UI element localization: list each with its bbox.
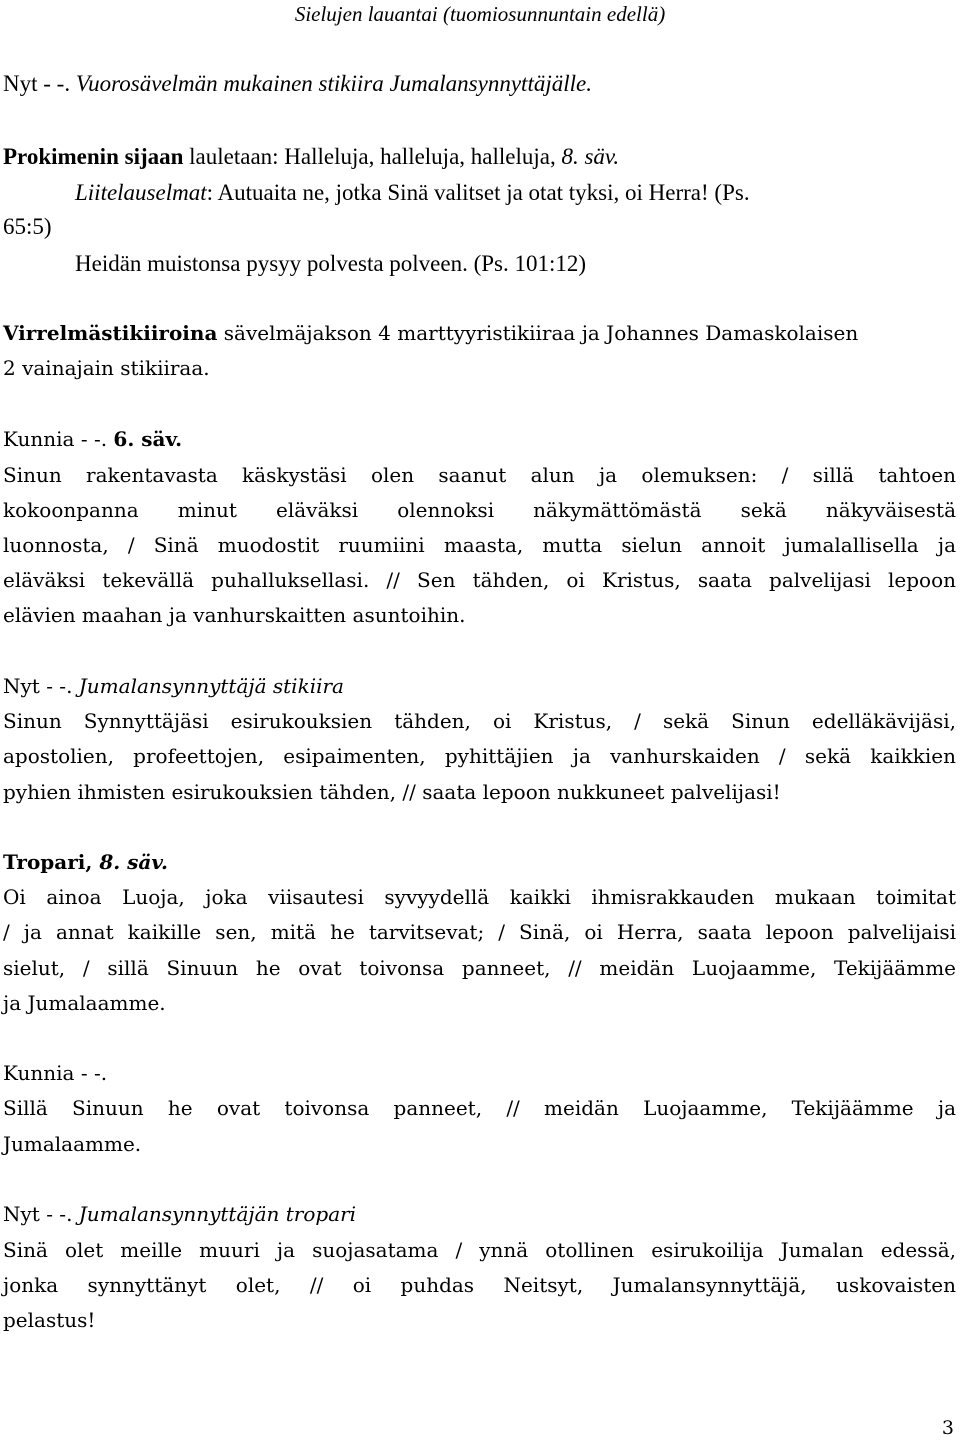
nyt3-text-line: pelastus! xyxy=(3,1308,96,1332)
nyt-text-line: pyhien ihmisten esirukouksien tähden, // saata lepoon nukkuneet palvelijasi! xyxy=(3,780,781,804)
virrelma-heading: Virrelmästikiiroina xyxy=(3,321,218,345)
nyt-heading-3 xyxy=(3,1199,956,1229)
kunnia-lead: Kunnia - -. xyxy=(3,427,114,451)
nyt-title: Vuorosävelmän mukainen stikiira Jumalansynnyttäjälle. xyxy=(75,71,592,96)
tropari-label: Tropari, xyxy=(3,850,100,874)
virrelma-line-2: 2 vainajain stikiiraa. xyxy=(3,356,210,380)
prokimeni-text: lauletaan: Halleluja, halleluja, halleluja, xyxy=(183,144,562,169)
prokimeni-tone: 8. säv. xyxy=(561,144,620,169)
kunnia-text-line: eläväksi tekevällä puhalluksellasi. // Sen tähden, oi Kristus, saata palvelijasi lepoon xyxy=(3,568,956,592)
nyt-text-line: Sinun Synnyttäjäsi esirukouksien tähden, oi Kristus, / sekä Sinun edelläkävijäsi, xyxy=(3,709,956,733)
tropari-text-line: ja Jumalaamme. xyxy=(3,991,166,1015)
nyt-title: Jumalansynnyttäjä stikiira xyxy=(78,674,344,698)
kunnia-heading-2: Kunnia - -. xyxy=(3,1061,108,1085)
verse-line-1-cont: 65:5) xyxy=(3,214,52,239)
nyt-lead: Nyt - -. xyxy=(3,1202,79,1226)
verse-1-text: : Autuaita ne, jotka Sinä valitset ja otat tyksi, oi Herra! (Ps. xyxy=(206,180,750,205)
tropari-text-line: / ja annat kaikille sen, mitä he tarvitsevat; / Sinä, oi Herra, saata lepoon palvelijaisi xyxy=(3,920,956,944)
prokimeni-line xyxy=(3,142,956,172)
tropari-tone: 8. säv. xyxy=(99,850,168,874)
verse-label: Liitelauselmat xyxy=(75,180,207,205)
kunnia-heading-1 xyxy=(3,424,956,454)
nyt3-text-line: jonka synnyttänyt olet, // oi puhdas Neitsyt, Jumalansynnyttäjä, uskovaisten xyxy=(3,1273,956,1297)
kunnia-tone: 6. säv. xyxy=(113,427,183,451)
kunnia-text-line: luonnosta, / Sinä muodostit ruumiini maasta, mutta sielun annoit jumalallisella ja xyxy=(3,533,956,557)
nyt-text-line: apostolien, profeettojen, esipaimenten, pyhittäjien ja vanhurskaiden / sekä kaikkien xyxy=(3,744,956,768)
tropari-text-line: sielut, / sillä Sinuun he ovat toivonsa panneet, // meidän Luojaamme, Tekijäämme xyxy=(3,956,956,980)
kunnia-text-line: Sinun rakentavasta käskystäsi olen saanut alun ja olemuksen: / sillä tahtoen xyxy=(3,463,956,487)
kunnia-text-line: elävien maahan ja vanhurskaitten asuntoihin. xyxy=(3,603,466,627)
running-header: Sielujen lauantai (tuomiosunnuntain edellä) xyxy=(294,2,666,26)
tropari-text-line: Oi ainoa Luoja, joka viisautesi syvyydellä kaikki ihmisrakkauden mukaan toimitat xyxy=(3,885,956,909)
kunnia2-text-line: Sillä Sinuun he ovat toivonsa panneet, // meidän Luojaamme, Tekijäämme ja xyxy=(3,1096,956,1120)
nyt3-text-line: Sinä olet meille muuri ja suojasatama / ynnä otollinen esirukoilija Jumalan edessä, xyxy=(3,1238,956,1262)
kunnia2-text-line: Jumalaamme. xyxy=(3,1132,142,1156)
virrelma-line-1 xyxy=(3,318,956,348)
verse-line-2: Heidän muistonsa pysyy polvesta polveen. (Ps. 101:12) xyxy=(75,251,587,276)
nyt-heading-2 xyxy=(3,671,956,701)
verse-line-1 xyxy=(75,178,956,208)
page-number: 3 xyxy=(941,1417,954,1439)
tropari-heading xyxy=(3,847,956,877)
nyt-lead: Nyt - -. xyxy=(3,674,79,698)
virrelma-text: sävelmäjakson 4 marttyyristikiiraa ja Johannes Damaskolaisen xyxy=(217,321,859,345)
kunnia-text-line: kokoonpanna minut eläväksi olennoksi näkymättömästä sekä näkyväisestä xyxy=(3,498,956,522)
nyt-title: Jumalansynnyttäjän tropari xyxy=(78,1202,357,1226)
prokimeni-heading: Prokimenin sijaan xyxy=(3,144,184,169)
nyt-line-1 xyxy=(3,69,956,99)
nyt-lead: Nyt - -. xyxy=(3,71,76,96)
